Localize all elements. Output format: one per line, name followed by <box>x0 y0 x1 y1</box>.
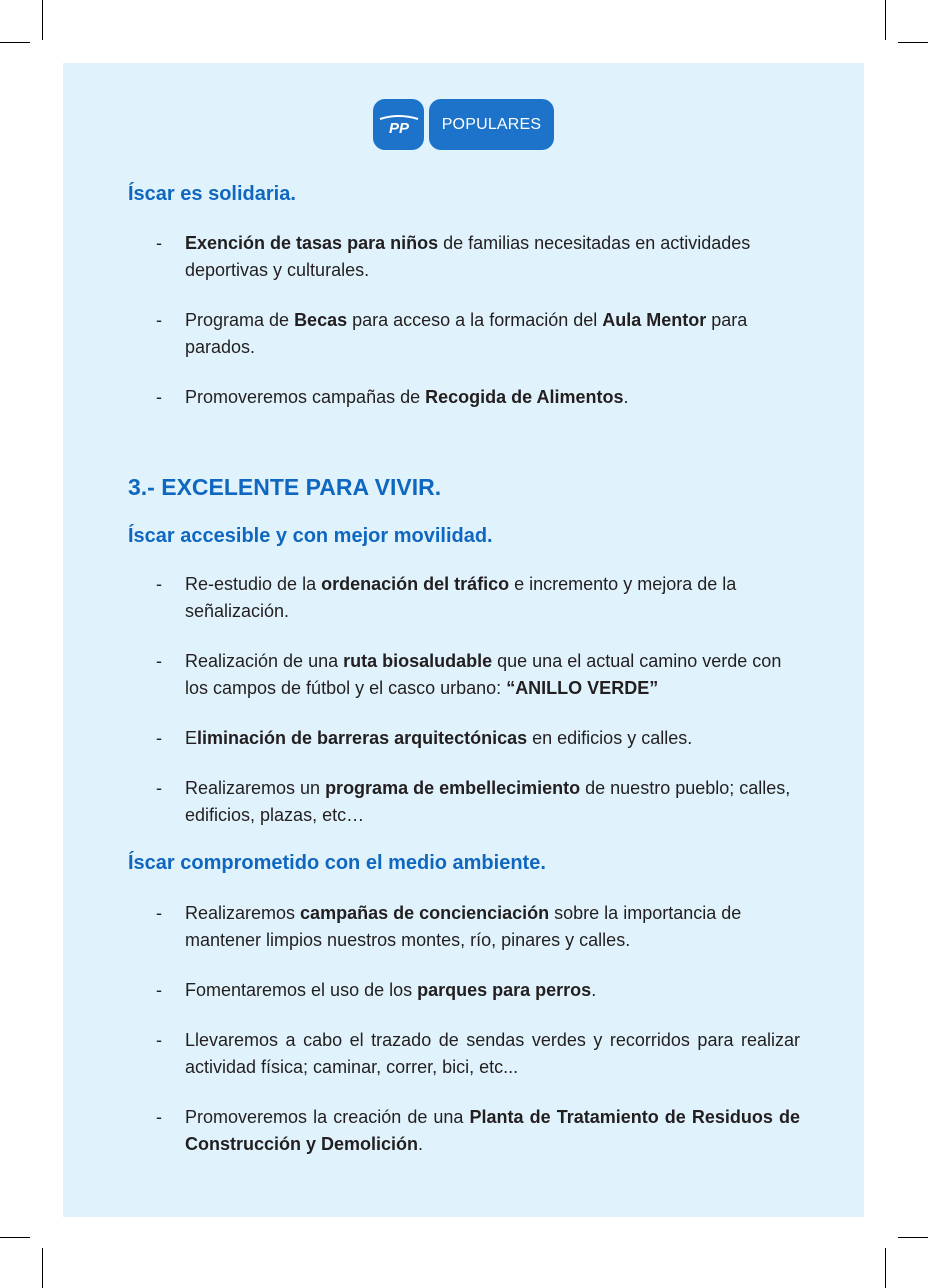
list-item-text <box>185 1104 800 1158</box>
plain-text: . <box>418 1134 424 1154</box>
plain-text: Re-estudio de la <box>185 574 322 594</box>
emphasis-text: parques para perros <box>417 980 592 1000</box>
plain-text: que una el actual camino verde con los campos de fútbol y el casco urbano: <box>185 651 782 698</box>
list-item-text <box>185 1027 800 1081</box>
emphasis-text: ordenación del tráfico <box>321 574 510 594</box>
emphasis-text: Becas <box>294 310 348 330</box>
emphasis-text: Recogida de Alimentos <box>425 387 624 407</box>
logo-wordmark: POPULARES <box>429 99 554 150</box>
bullet-dash: - <box>156 980 162 1000</box>
plain-text: . <box>623 387 629 407</box>
pp-logo-icon <box>373 99 424 150</box>
heading-accesible: Íscar accesible y con mejor movilidad. <box>128 525 493 547</box>
plain-text: Programa de <box>185 310 295 330</box>
list-item-text <box>185 571 800 625</box>
list-item-text <box>185 977 800 1004</box>
bullet-dash: - <box>156 233 162 253</box>
bullet-dash: - <box>156 1030 162 1050</box>
emphasis-text: programa de embellecimiento <box>325 778 581 798</box>
crop-mark <box>898 1237 928 1238</box>
plain-text: Realizaremos un <box>185 778 326 798</box>
list-item <box>128 775 800 829</box>
crop-mark <box>898 42 928 43</box>
plain-text: Promoveremos campañas de <box>185 387 426 407</box>
list-item-text <box>185 725 800 752</box>
emphasis-text: campañas de concienciación <box>300 903 550 923</box>
list-item-text <box>185 775 800 829</box>
list-item-text <box>185 230 800 284</box>
list-item <box>128 384 800 411</box>
emphasis-text: Exención de tasas para niños <box>185 233 439 253</box>
plain-text: . <box>591 980 597 1000</box>
list-item <box>128 725 800 752</box>
list-item-text <box>185 384 800 411</box>
crop-mark <box>885 1248 886 1288</box>
document-body <box>128 180 800 1158</box>
plain-text: de nuestro pueblo; calles, edificios, plazas, etc… <box>185 778 791 825</box>
crop-mark <box>0 42 30 43</box>
svg-text:PP: PP <box>388 119 409 136</box>
plain-text: Fomentaremos el uso de los <box>185 980 418 1000</box>
emphasis-text: ruta biosaludable <box>343 651 493 671</box>
emphasis-text: “ANILLO VERDE” <box>506 678 659 698</box>
heading-solidaria: Íscar es solidaria. <box>128 183 296 205</box>
bullet-dash: - <box>156 1107 162 1127</box>
crop-mark <box>42 1248 43 1288</box>
bullet-dash: - <box>156 778 162 798</box>
plain-text: en edificios y calles. <box>527 728 693 748</box>
crop-mark <box>0 1237 30 1238</box>
plain-text: Promoveremos la creación de una <box>185 1107 470 1127</box>
plain-text: para parados. <box>185 310 748 357</box>
section-title: 3.- EXCELENTE PARA VIVIR. <box>128 474 442 500</box>
list-item-text <box>185 900 800 954</box>
emphasis-text: Planta de Tratamiento de Residuos de Construcción y Demolición <box>185 1107 800 1154</box>
list-item <box>128 230 800 284</box>
list-solidaria <box>128 230 800 411</box>
plain-text: e incremento y mejora de la señalización. <box>185 574 737 621</box>
list-item <box>128 1104 800 1158</box>
bullet-dash: - <box>156 903 162 923</box>
heading-ambiente: Íscar comprometido con el medio ambiente. <box>128 852 546 874</box>
bullet-dash: - <box>156 310 162 330</box>
plain-text: E <box>185 728 198 748</box>
plain-text: Realización de una <box>185 651 344 671</box>
list-item-text <box>185 307 800 361</box>
list-item <box>128 1027 800 1081</box>
bullet-dash: - <box>156 651 162 671</box>
bullet-dash: - <box>156 728 162 748</box>
list-item <box>128 307 800 361</box>
bullet-dash: - <box>156 387 162 407</box>
party-logo <box>373 99 554 150</box>
plain-text: de familias necesitadas en actividades deportivas y culturales. <box>185 233 751 280</box>
list-item <box>128 571 800 625</box>
list-item <box>128 900 800 954</box>
bullet-dash: - <box>156 574 162 594</box>
crop-mark <box>885 0 886 40</box>
plain-text: Llevaremos a cabo el trazado de sendas verdes y recorridos para realizar actividad física; caminar, correr, bici, etc... <box>185 1030 800 1077</box>
list-item <box>128 648 800 702</box>
crop-mark <box>42 0 43 40</box>
list-item-text <box>185 648 800 702</box>
list-ambiente <box>128 900 800 1158</box>
emphasis-text: Aula Mentor <box>602 310 707 330</box>
plain-text: Realizaremos <box>185 903 301 923</box>
plain-text: sobre la importancia de mantener limpios nuestros montes, río, pinares y calles. <box>185 903 742 950</box>
emphasis-text: liminación de barreras arquitectónicas <box>197 728 528 748</box>
list-accesible <box>128 571 800 829</box>
list-item <box>128 977 800 1004</box>
plain-text: para acceso a la formación del <box>347 310 603 330</box>
